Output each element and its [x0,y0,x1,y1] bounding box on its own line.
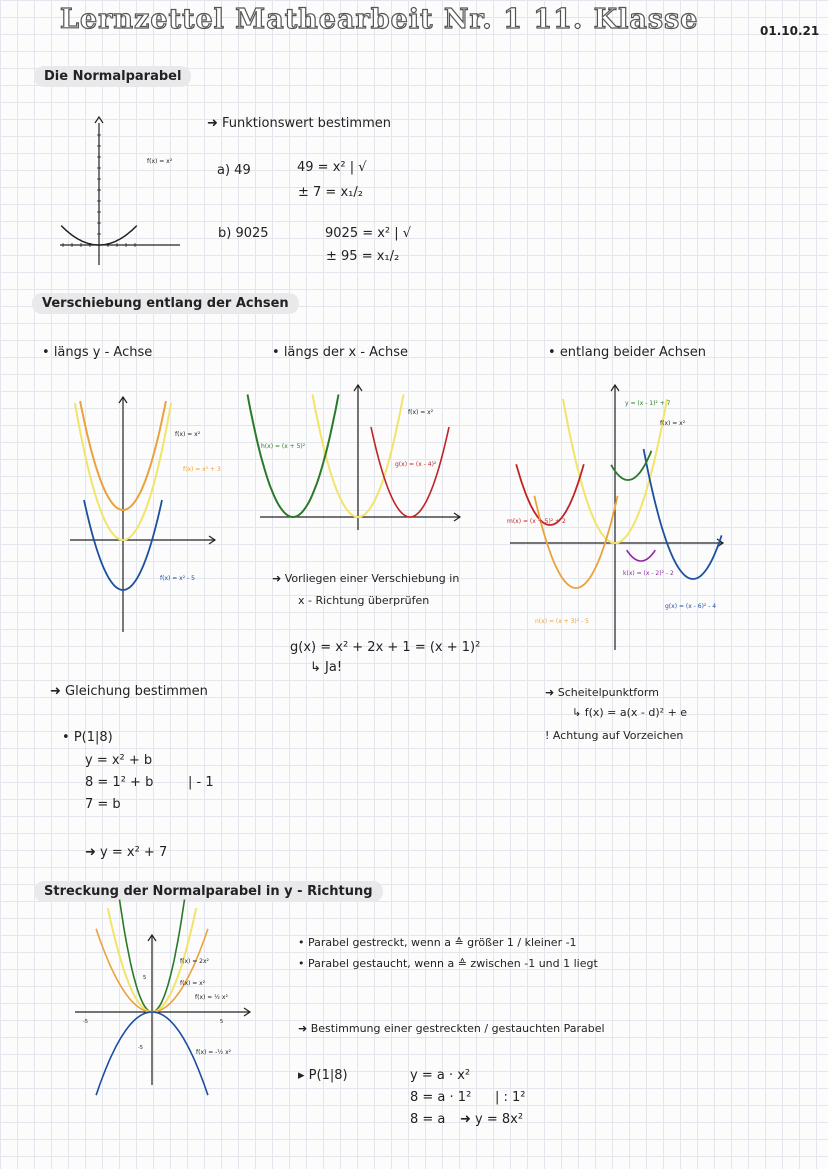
result-text: y = x² + 7 [100,845,168,860]
heading-normalparabel: Die Normalparabel [34,66,191,87]
scheitel-formula [572,706,687,719]
bullet-text: Parabel gestreckt, wenn a ≙ größer 1 / kleiner -1 [308,936,577,949]
heading-streckung: Streckung der Normalparabel in y - Richtung [34,881,383,902]
streck-bullet1 [298,936,577,949]
bullet-text: Parabel gestaucht, wenn a ≙ zwischen -1 und 1 liegt [308,957,598,970]
streck-result [460,1112,523,1127]
b-line2: ± 95 = x₁/₂ [326,249,400,264]
graph-streckung [70,930,260,1090]
scheitel-note [545,729,683,742]
y-arrow [50,684,208,699]
sub-arrow: ↳ [572,706,585,719]
streck-eq2-op: | : 1² [495,1090,526,1105]
x-arrow-line2: x - Richtung überprüfen [298,594,430,607]
note-text: Achtung auf Vorzeichen [552,729,684,742]
sub-arrow: ↳ [310,660,326,675]
label-f: f(x) = x² [175,431,201,438]
arrow-icon: ➜ [207,116,223,131]
arrow-icon: ➜ [50,684,66,699]
arrow-text: Scheitelpunktform [557,686,659,699]
label-minus5: f(x) = x² - 5 [160,575,195,582]
x-answer [310,660,342,675]
arrow-text: Gleichung bestimmen [65,684,208,699]
label-h: h(x) = (x + 5)² [261,443,306,450]
label-n: n(x) = (x + 3)² - 5 [535,618,589,625]
a-label: a) 49 [217,163,251,178]
arrow-icon: ➜ [85,845,101,860]
arrow-text: Bestimmung einer gestreckten / gestauchten Parabel [310,1022,605,1035]
a-line1: 49 = x² | √ [297,160,367,175]
bullet-dot: ▸ [298,1068,309,1083]
label-f: f(x) = x² [660,420,686,427]
label-neg-half: f(x) = -½ x² [196,1049,232,1056]
label-g: g(x) = (x - 4)² [395,461,437,468]
curve-k [627,550,656,561]
label-k: k(x) = (x - 2)² - 2 [623,570,674,577]
bullet-dot: • [272,345,284,360]
y-result [85,845,167,860]
page-title: Lernzettel Mathearbeit Nr. 1 11. Klasse [60,4,699,35]
graph-x-shift [255,380,465,540]
answer-text: Ja! [325,660,343,675]
point-text: P(1|8) [308,1068,348,1083]
arrow-icon: ➜ [272,572,285,585]
curve-h [248,395,339,518]
curve-g [644,449,722,579]
graph-normalparabel [55,115,185,270]
y-eq1: y = x² + b [85,753,153,768]
arrow-text: Funktionswert bestimmen [222,116,391,131]
arrow-icon: ➜ [545,686,558,699]
tick-x-5: -5 [83,1019,88,1025]
graph-y-shift [65,392,245,647]
bullet-text: längs y - Achse [53,345,153,360]
y-eq2: 8 = 1² + b [85,775,154,790]
bullet-dot: • [298,957,308,970]
graph-both-shift [505,380,730,655]
y-eq2-op: | - 1 [188,775,214,790]
label-plus3: f(x) = x² + 3 [183,466,221,473]
bullet-text: entlang beider Achsen [559,345,706,360]
bullet-y-achse [42,345,152,360]
label-m: m(x) = (x + 5)² + 2 [507,518,566,525]
label-half: f(x) = ½ x² [195,994,228,1001]
formula-text: f(x) = a(x - d)² + e [584,706,688,719]
point-text: P(1|8) [73,730,113,745]
b-label: b) 9025 [218,226,269,241]
tick-y5: 5 [143,975,147,981]
streck-arrow [298,1022,605,1035]
b-line1: 9025 = x² | √ [325,226,412,241]
curve-m [516,464,584,525]
label-g: g(x) = (x - 6)² - 4 [665,603,717,610]
x-arrow-line1 [272,572,459,585]
bullet-dot: • [548,345,560,360]
tick-y-5: -5 [138,1045,143,1051]
tick-x5: 5 [220,1019,224,1025]
date: 01.10.21 [760,24,820,38]
curve-g [371,427,449,517]
streck-eq3: 8 = a [410,1112,446,1127]
arrow-icon: ➜ [298,1022,311,1035]
bullet-dot: • [62,730,74,745]
y-point [62,730,113,745]
bullet-dot: • [298,936,308,949]
streck-point [298,1068,348,1083]
graph-label: f(x) = x² [147,158,173,165]
bullet-beide [548,345,706,360]
warning-icon: ! [545,729,553,742]
curve-n [534,496,617,588]
a-line2: ± 7 = x₁/₂ [298,185,363,200]
y-eq3: 7 = b [85,797,121,812]
label-top: y = (x - 1)² + 7 [625,400,671,407]
streck-eq2: 8 = a · 1² [410,1090,472,1105]
heading-verschiebung: Verschiebung entlang der Achsen [32,293,299,314]
label-x2: f(x) = x² [180,980,206,987]
bullet-text: längs der x - Achse [283,345,408,360]
label-2x2: f(x) = 2x² [180,958,209,965]
x-equation: g(x) = x² + 2x + 1 = (x + 1)² [290,640,481,655]
streck-bullet2 [298,957,598,970]
arrow-text: Vorliegen einer Verschiebung in [284,572,460,585]
scheitel-arrow [545,686,659,699]
result-text: y = 8x² [475,1112,524,1127]
label-f: f(x) = x² [408,409,434,416]
arrow-icon: ➜ [460,1112,476,1127]
streck-eq1: y = a · x² [410,1068,471,1083]
bullet-dot: • [42,345,54,360]
bullet-x-achse [272,345,408,360]
arrow-funktionswert [207,116,391,131]
